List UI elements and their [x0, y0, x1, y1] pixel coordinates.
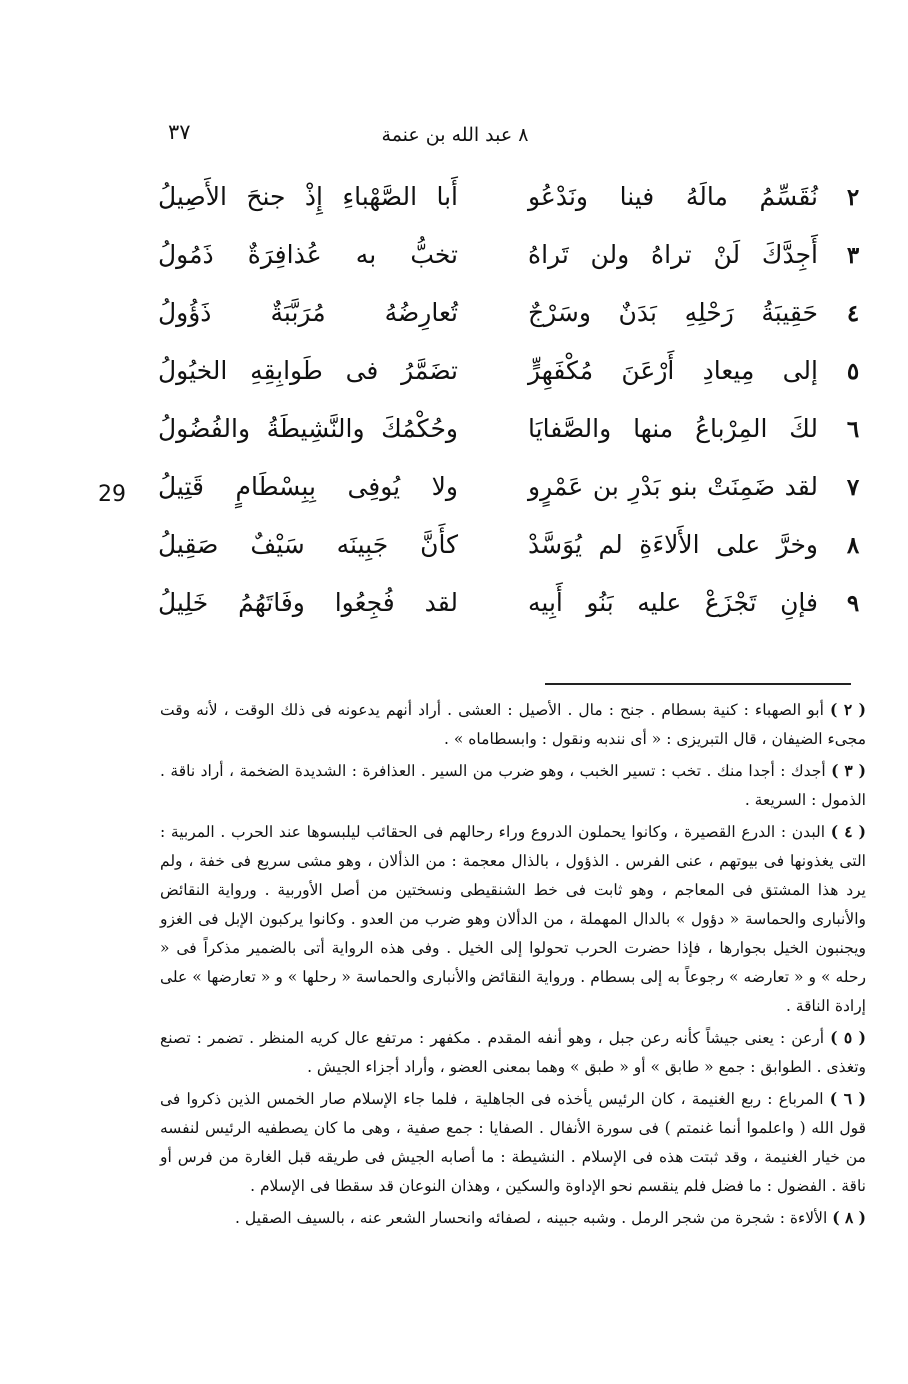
verse-second-hemistich: أَبا الصَّهْباءِ إِذْ جنحَ الأَصِيلُ: [158, 182, 458, 211]
footnote-ref: ( ٥ ): [830, 1028, 867, 1047]
footnote-ref: ( ٣ ): [831, 761, 866, 780]
footnote-separator: [545, 683, 851, 685]
verse-number: ٨: [846, 532, 860, 559]
footnote-ref: ( ٢ ): [829, 700, 866, 719]
verse-number: ٦: [846, 416, 860, 443]
verse-number: ٥: [846, 358, 860, 385]
verse-second-hemistich: تضَمَّرُ فى طَوابِقِهِ الخيُولُ: [158, 356, 458, 385]
verse-first-hemistich: أَجِدَّكَ لَنْ تراهُ ولن تَراهُ: [528, 240, 818, 269]
verse-first-hemistich: لقد ضَمِنَتْ بنو بَدْرِ بن عَمْرٍو: [528, 472, 818, 501]
verse-number: ٤: [846, 300, 860, 327]
verse-first-hemistich: فإنِ تَجْزَعْ عليه بَنُو أَبِيه: [528, 588, 818, 617]
verse-first-hemistich: حَقِيبَةُ رَحْلِهِ بَدَنٌ وسَرْجٌ: [528, 298, 818, 327]
verse-number: ٧: [846, 474, 860, 501]
verse-line: [150, 236, 870, 294]
running-header-title: ٨ عبد الله بن عنمة: [381, 124, 529, 146]
verse-line: [150, 352, 870, 410]
footnote-ref: ( ٨ ): [832, 1208, 866, 1227]
footnote: [160, 756, 866, 815]
footnote-text: البدن : الدرع القصيرة ، وكانوا يحملون الدروع وراء رحالهم فى الحقائب ليلبسوها عند الحرب . المربية : التى يغذونها فى بيوتهم ، عنى الفرس . الذؤول ، بالذال معجمة : من الذألان ، وهو مشى سريع فى خفة ، ولم يرد هذا المشتق فى المعاجم ، وهو ثابت فى خط الشنقيطى ونسختين من أصل الأوربية . ورواية النقائض والأنبارى والحماسة « دؤول » بالدال المهملة ، من الدألان وهو ضرب من العدو . وكانوا يركبون الإبل فى الغزو ويجنبون الخيل بجوارها ، فإذا حضرت الحرب تحولوا إلى الخيل . وفى هذه الرواية أتى بالضمير مذكراً فى « رحله » و « تعارضه » رجوعاً به إلى بسطام . ورواية النقائض والأنبارى والحماسة « رحلها » و « تعارضها » على إرادة الناقة .: [160, 823, 866, 1015]
margin-annotation: 29: [98, 482, 126, 507]
verse-line: [150, 178, 870, 236]
poem-verses: [150, 178, 870, 642]
verse-line: [150, 294, 870, 352]
verse-first-hemistich: نُقَسِّمُ مالَهُ فينا ونَدْعُو: [528, 182, 818, 211]
verse-second-hemistich: تخبُّ به عُذافِرَةٌ ذَمُولُ: [158, 240, 458, 269]
verse-number: ٩: [846, 590, 860, 617]
verse-first-hemistich: وخرَّ على الأَلاءَةِ لم يُوَسَّدْ: [528, 530, 818, 559]
verse-number: ٢: [846, 184, 860, 211]
page-number: ٣٧: [168, 120, 191, 144]
verse-second-hemistich: ولا يُوفِى بِبِسْطَامٍ قَتِيلُ: [158, 472, 458, 501]
verse-line: [150, 584, 870, 642]
footnote-ref: ( ٤ ): [830, 822, 867, 841]
verse-second-hemistich: لقد فُجِعُوا وفَاتَهُمُ خَلِيلُ: [158, 588, 458, 617]
verse-line: [150, 410, 870, 468]
footnote: [160, 1203, 866, 1233]
verse-first-hemistich: لكَ المِرْباعُ منها والصَّفايَا: [528, 414, 818, 443]
verse-second-hemistich: كأَنَّ جَبِينَه سَيْفٌ صَقِيلُ: [158, 530, 458, 559]
verse-second-hemistich: تُعارِضُهُ مُرَبَّبَةٌ ذَؤُولُ: [158, 298, 458, 327]
footnotes: [160, 695, 866, 1235]
verse-first-hemistich: إلى مِيعادِ أَرْعَنَ مُكْفَهِرٍّ: [528, 356, 818, 385]
footnote-text: أجدك : أجدا منك . تخب : تسير الخبب ، وهو ضرب من السير . العذافرة : الشديدة الضخمة ، أراد ناقة . الذمول : السريعة .: [160, 762, 866, 809]
footnote: [160, 817, 866, 1021]
footnote-text: أبو الصهباء : كنية بسطام . جنح : مال . الأصيل : العشى . أراد أنهم يدعونه فى ذلك الوقت ، لأنه وقت مجىء الضيفان ، قال التبريزى : « أى نندبه ونقول : وابسطاماه » .: [160, 701, 866, 748]
footnote-text: الألاءة : شجرة من شجر الرمل . وشبه جبينه ، لصفائه وانحسار الشعر عنه ، بالسيف الصقيل .: [235, 1209, 828, 1227]
footnote-text: أرعن : يعنى جيشاً كأنه رعن جبل ، وهو أنفه المقدم . مكفهر : مرتفع عال كريه المنظر . تضمر : تصنع وتغذى . الطوابق : جمع « طابق » أو « طبق » وهما بمعنى العضو ، وأراد أجزاء الجيش .: [160, 1029, 866, 1076]
verse-line: [150, 526, 870, 584]
verse-number: ٣: [846, 242, 860, 269]
verse-second-hemistich: وحُكْمُكَ والنَّشِيطَةُ والفُضُولُ: [158, 414, 458, 443]
footnote: [160, 695, 866, 754]
verse-line: [150, 468, 870, 526]
footnote: [160, 1023, 866, 1082]
footnote: [160, 1084, 866, 1201]
footnote-text: المرباع : ربع الغنيمة ، كان الرئيس يأخذه فى الجاهلية ، فلما جاء الإسلام صار الخمس الذين ذكروا فى قول الله ( واعلموا أنما غنمتم ) فى سورة الأنفال . الصفايا : جمع صفية ، وهى ما كان يصطفيه الرئيس لنفسه من خيار الغنيمة ، وقد ثبتت هذه فى الإسلام . النشيطة : ما أصابه الجيش فى طريقه قبل الغارة من فرس أو ناقة . الفضول : ما فضل فلم ينقسم نحو الإداوة والسكين ، وهذان النوعان قد سقطا فى الإسلام .: [160, 1090, 866, 1195]
footnote-ref: ( ٦ ): [829, 1089, 866, 1108]
